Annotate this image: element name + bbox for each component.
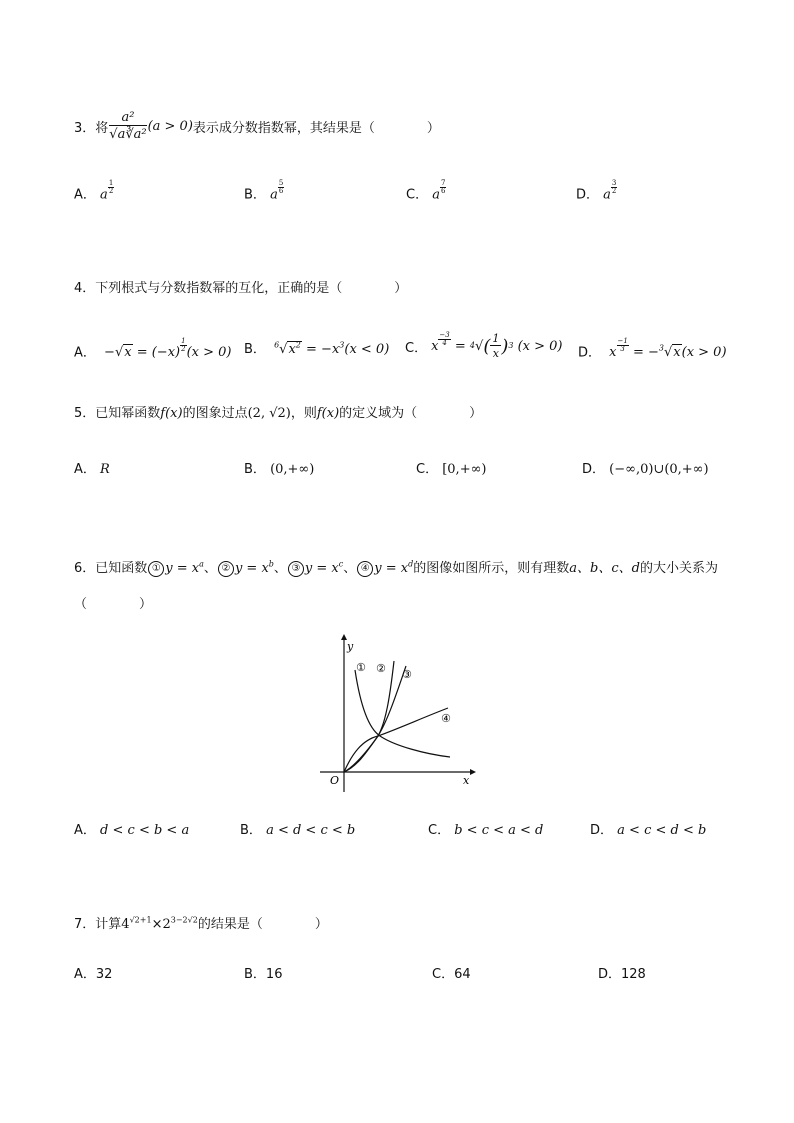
q4-option-a[interactable]: A． −√x = (−x) $\frac{1}{2}$ (x > 0) — [74, 337, 232, 361]
x-axis-label: x — [463, 774, 470, 787]
q6-option-c[interactable]: C． b < c < a < d — [428, 823, 544, 838]
q7-option-c[interactable]: C．64 — [432, 967, 471, 982]
q7-option-d[interactable]: D．128 — [598, 967, 646, 982]
power-function-graph — [310, 628, 480, 798]
q7-option-a[interactable]: A．32 — [74, 967, 113, 982]
q5-option-c[interactable]: C． [0,+∞) — [416, 462, 487, 477]
q3-expr-numerator: a² — [109, 111, 146, 126]
q5-option-a[interactable]: A． R — [74, 462, 110, 477]
q7-option-b[interactable]: B．16 — [244, 967, 283, 982]
question-3-stem — [74, 106, 440, 146]
q5-option-d[interactable]: D． (−∞,0)∪(0,+∞) — [582, 462, 709, 477]
origin-label: O — [330, 774, 340, 787]
x-axis-arrow — [470, 769, 476, 775]
q3-number: 3． — [74, 120, 96, 136]
q3-option-d[interactable]: D． a $\frac{3}{2}$ — [576, 179, 617, 203]
q6-option-d[interactable]: D． a < c < d < b — [590, 823, 707, 838]
curve-2 — [344, 661, 394, 772]
y-axis-label: y — [347, 640, 354, 653]
question-7-stem: 7．计算$4^{√2+1}\times 2^{3-2√2}$的结果是（ ） — [74, 915, 328, 932]
q6-option-a[interactable]: A． d < c < b < a — [74, 823, 190, 838]
q6-answer-paren: （ ） — [74, 597, 153, 612]
q4-option-d[interactable]: D． x $\frac{-1}{3}$ = −$^3$√x(x > 0) — [578, 337, 727, 361]
q4-option-c[interactable]: C． x −3 4 = 4 √ ( $\frac{1}{x}$ ) 3 (x > 0) — [405, 330, 563, 360]
q3-expression — [109, 111, 146, 141]
q3-lead: 将 — [95, 120, 109, 136]
question-6-stem: 6．已知函数 ① $y = x^a$、 ② $y = x^b$、 ③ $y = x^c$、 ④ $y = x^d$的图像如图所示，则有理数a、b、c、d的大小关系为 — [74, 559, 718, 576]
curve-4-label: ④ — [441, 712, 451, 725]
q3-option-b[interactable]: B． a $\frac{5}{6}$ — [244, 179, 284, 203]
q5-option-b[interactable]: B． (0,+∞) — [244, 462, 315, 477]
curve-3-label: ③ — [402, 668, 412, 681]
question-5-stem: 5．已知幂函数f(x)的图象过点(2, √2)，则f(x)的定义域为（ ） — [74, 406, 483, 421]
question-4-stem: 4．下列根式与分数指数幂的互化，正确的是（ ） — [74, 281, 408, 296]
q3-condition: (a > 0) — [147, 118, 193, 134]
q3-tail: 表示成分数指数幂，其结果是（ ） — [192, 120, 440, 136]
curve-1 — [355, 670, 450, 757]
q3-expr-denominator: √a∛a² — [109, 127, 147, 142]
curve-2-label: ② — [376, 662, 386, 675]
q6-option-b[interactable]: B． a < d < c < b — [240, 823, 356, 838]
curve-1-label: ① — [356, 661, 366, 674]
curve-4 — [344, 708, 448, 772]
q3-option-c[interactable]: C． a $\frac{7}{6}$ — [406, 179, 446, 203]
q4-option-b[interactable]: B． $^6√x^2 = -x^3(x < 0)$ — [244, 340, 390, 357]
q3-option-a[interactable]: A． a $\frac{1}{2}$ — [74, 179, 114, 203]
